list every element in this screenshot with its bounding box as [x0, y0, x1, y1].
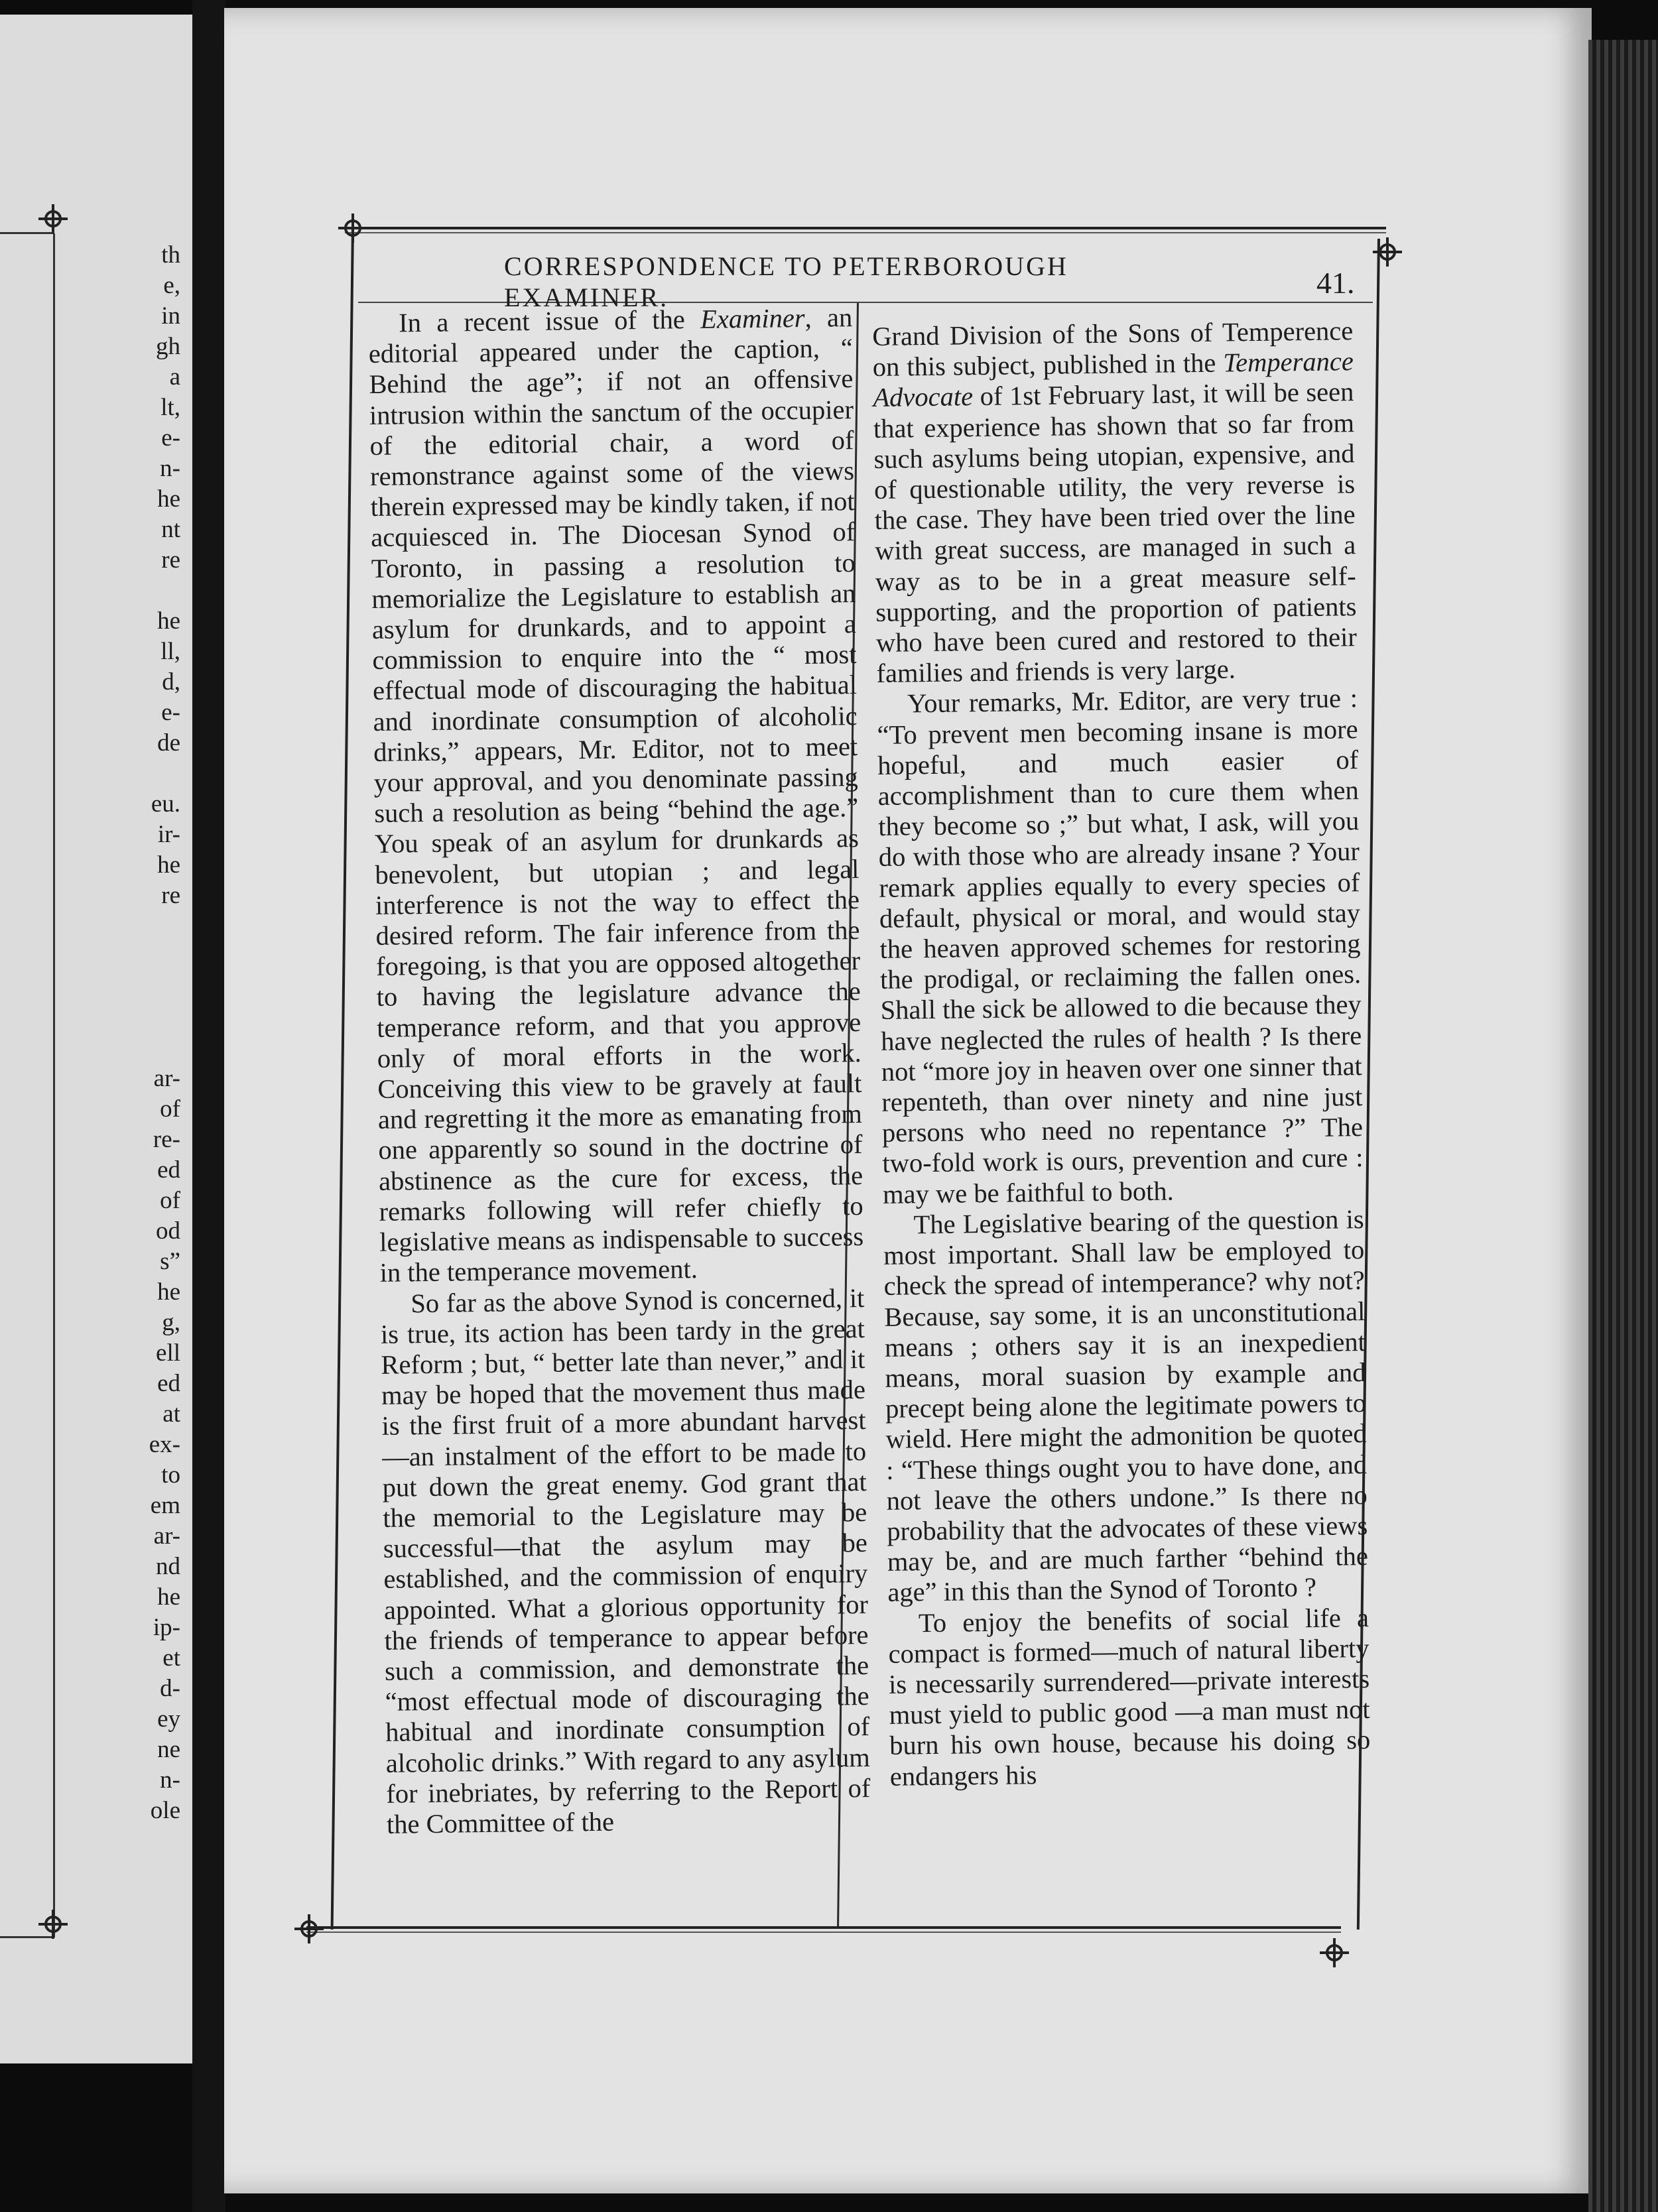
left-page-fragment: ell — [156, 1339, 180, 1367]
left-page-fragment: gh — [156, 333, 180, 360]
left-page-fragment: ar- — [153, 1522, 180, 1550]
left-page-fragment: e, — [163, 272, 180, 299]
frame-bottom-rule — [306, 1926, 1341, 1929]
left-page-fragment: of — [160, 1095, 180, 1123]
frame-top-rule-inner — [345, 232, 1386, 233]
left-page-fragment: d, — [162, 668, 180, 696]
left-page-fragment: he — [157, 485, 180, 513]
left-page-fragment: nd — [156, 1553, 180, 1580]
left-page-fragment: ip- — [153, 1614, 180, 1641]
left-page-fragment: he — [157, 1583, 180, 1611]
left-page-fragment: ar- — [153, 1065, 180, 1092]
left-page-fragment: de — [157, 729, 180, 757]
left-page-fragment: re — [161, 882, 180, 909]
frame-bottom-rule-inner — [306, 1932, 1341, 1933]
left-page-text-fragments — [149, 240, 180, 1826]
left-page-fragment: ed — [157, 1370, 180, 1397]
left-page-fragment — [149, 911, 180, 942]
left-page-fragment: th — [161, 241, 180, 269]
left-page-fragment: n- — [160, 1766, 180, 1794]
left-page-fragment: g, — [162, 1309, 180, 1336]
left-page-fragment — [149, 1003, 180, 1033]
left-page-fragment — [149, 972, 180, 1003]
page-edges — [1588, 40, 1658, 2212]
corner-ornament-icon — [338, 214, 367, 243]
left-page-fragment: he — [157, 851, 180, 879]
left-page-fragment: ed — [157, 1156, 180, 1184]
page-number: 41. — [1316, 266, 1355, 300]
left-page-fragment: em — [150, 1492, 180, 1519]
corner-ornament-icon — [38, 1910, 68, 1939]
left-page-fragment — [149, 576, 180, 606]
left-page-fragment: to — [161, 1461, 180, 1489]
corner-ornament-icon — [294, 1914, 324, 1943]
left-page — [0, 15, 192, 2063]
corner-ornament-icon — [38, 204, 68, 233]
paragraph: The Legislative bearing of the question is most important. Shall law be employed to check the spread of intemperance? why not? Because, say some, it is an unconstitutional means ; others say it is an inexpedient means, moral suasion by example and precept being alone the legitimate powers to wield. Here might the admonition be quoted : “These things ought you to have done, and not leave the others undone.” Is there no probability that the advocates of these views may be, and are much farther “behind the age” in this than the Synod of Toronto ? — [883, 1203, 1369, 1608]
left-page-fragment: ne — [157, 1736, 180, 1763]
left-page-fragment — [149, 759, 180, 789]
corner-ornament-icon — [1320, 1938, 1349, 1967]
left-page-fragment — [149, 942, 180, 972]
left-page-fragment: re — [161, 546, 180, 574]
left-page-fragment: et — [162, 1644, 180, 1672]
paragraph: Your remarks, Mr. Editor, are very true : “To prevent men becoming insane is more hopeful, and much easier of accomplishment than to cure them when they become so ;” but what, I ask, will you do with those who are already insane ? Your remark applies equally to every species of default, physical or moral, and would stay the heaven approved schemes for restoring the prodigal, or reclaiming the fallen ones. Shall the sick be allowed to die because they have neglected the rules of health ? Is there not “more joy in heaven over one sinner that repenteth, than over ninety and nine just persons who need no repentance ?” The two-fold work is ours, prevention and cure : may we be faithful to both. — [877, 683, 1364, 1209]
top-edge-mark — [1041, 0, 1121, 12]
left-page-fragment: eu. — [151, 790, 180, 818]
left-page-fragment: he — [157, 607, 180, 635]
left-page-fragment: re- — [153, 1126, 180, 1153]
left-page-frame-rule — [53, 233, 55, 1937]
left-page-fragment: e- — [161, 699, 180, 726]
text-column-left — [368, 302, 871, 1840]
left-page-fragment: at — [162, 1400, 180, 1428]
emphasis: Temperance Advocate — [873, 346, 1354, 413]
left-page-fragment: s” — [160, 1248, 180, 1275]
left-page-fragment: he — [157, 1278, 180, 1306]
left-page-fragment: lt, — [160, 394, 180, 421]
corner-ornament-icon — [1373, 237, 1402, 267]
paragraph: To enjoy the benefits of social life a compact is formed—much of natural liberty is necessarily surrendered—private interests must yield to public good —a man must not burn his own house, because his doing so endangers his — [888, 1602, 1371, 1792]
left-page-fragment: ole — [150, 1797, 180, 1824]
text-column-right — [872, 316, 1371, 1792]
left-page-fragment: ey — [157, 1705, 180, 1733]
paragraph: In a recent issue of the Examiner, an editorial appeared under the caption, “ Behind the age”; if not an offensive intrusion within the sanctum of the occupier of the editorial chair, a word of remonstrance against some of the views therein expressed may be kindly taken, if not acquiesced in. The Diocesan Synod of Toronto, in passing a resolution to memorialize the Legislature to establish an asylum for drunkards, and to appoint a commission to enquire into the “ most effectual mode of discouraging the habitual and inordinate consumption of alcoholic drinks,” appears, Mr. Editor, not to meet your approval, and you denominate passing such a resolution as being “behind the age.” You speak of an asylum for drunkards as benevolent, but utopian ; and legal interference is not the way to effect the desired reform. The fair inference from the foregoing, is that you are opposed altogether to having the legislature advance the temperance reform, and that you approve only of moral efforts in the work. Conceiving this view to be gravely at fault and regretting it the more as emanating from one apparently so sound in the doctrine of abstinence as the cure for excess, the remarks following will refer chiefly to legislative means as indispensable to success in the temperance movement. — [368, 302, 864, 1288]
left-page-fragment: of — [160, 1187, 180, 1214]
emphasis: Examiner — [700, 302, 805, 334]
left-page-fragment: a — [169, 363, 180, 391]
left-page-fragment: in — [161, 302, 180, 330]
paragraph: Grand Division of the Sons of Temperence on this subject, published in the Temperance Advocate of 1st February last, it will be seen that experience has shown that so far from such asylums being utopian, expensive, and of questionable utility, the very reverse is the case. They have been tried over the line with great success, are managed in such a way as to be in a great measure self-supporting, and the proportion of patients who have been cured and restored to their families and friends is very large. — [872, 316, 1358, 689]
left-page-fragment — [149, 1033, 180, 1064]
left-page-fragment: e- — [161, 424, 180, 452]
frame-top-rule — [345, 227, 1386, 229]
left-page-fragment: od — [156, 1217, 180, 1245]
left-page-fragment: ir- — [157, 821, 180, 848]
left-page-fragment: d- — [160, 1675, 180, 1702]
running-header: CORRESPONDENCE TO PETERBOROUGH EXAMINER. — [504, 251, 1068, 312]
left-page-fragment: ex- — [149, 1431, 180, 1458]
left-page-fragment: nt — [161, 516, 180, 543]
book-gutter — [192, 0, 225, 2212]
left-page-fragment: ll, — [160, 638, 180, 665]
left-page-fragment: n- — [160, 455, 180, 482]
paragraph: So far as the above Synod is concerned, it is true, its action has been tardy in the great Reform ; but, “ better late than never,” and it may be hoped that the movement thus made is the first fruit of a more abundant harvest—an instalment of the effort to be made to put down the great enemy. God grant that the memorial to the Legislature may be successful—that the asylum may be established, and the commission of enquiry appointed. What a glorious opportunity for the friends of temperance to appear before such a commission, and demonstrate the “most effectual mode of discouraging the habitual and inordinate consumption of alcoholic drinks.” With regard to any asylum for inebriates, by referring to the Report of the Committee of the — [380, 1282, 871, 1839]
